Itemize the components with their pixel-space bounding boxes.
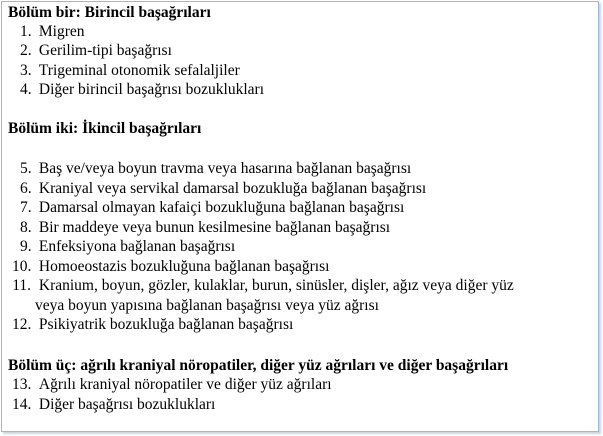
list-item-continuation xyxy=(35,297,379,315)
item-number: 1. xyxy=(20,23,32,40)
item-text: Ağrılı kraniyal nöropatiler ve diğer yüz ağrıları xyxy=(38,376,332,393)
item-text: Trigeminal otonomik sefalaljiler xyxy=(38,62,240,79)
item-text: Diğer birincil başağrısı bozuklukları xyxy=(38,81,264,98)
list-item xyxy=(20,42,172,60)
item-number: 13. xyxy=(12,376,32,393)
item-text: Gerilim-tipi başağrısı xyxy=(38,42,172,59)
item-text: Enfeksiyona bağlanan başağrısı xyxy=(38,238,236,255)
item-number: 5. xyxy=(20,160,32,177)
list-item xyxy=(20,62,240,80)
list-item xyxy=(20,238,235,256)
section-1-title: Bölüm bir: Birincil başağrıları xyxy=(8,4,211,21)
item-text: Bir maddeye veya bunun kesilmesine bağlanan başağrısı xyxy=(38,219,391,236)
item-number: 6. xyxy=(20,180,32,197)
list-item xyxy=(20,81,264,99)
list-item xyxy=(12,376,332,394)
item-number: 7. xyxy=(20,199,32,216)
item-number: 10. xyxy=(12,258,32,275)
list-item xyxy=(12,396,215,414)
item-number: 11. xyxy=(12,277,31,294)
section-2-title: Bölüm iki: İkincil başağrıları xyxy=(8,120,202,137)
item-number: 12. xyxy=(12,316,32,333)
list-item xyxy=(20,160,411,178)
list-item xyxy=(20,219,390,237)
item-text: Migren xyxy=(38,23,85,40)
list-item xyxy=(12,258,329,276)
item-number: 4. xyxy=(20,81,32,98)
list-item xyxy=(12,316,293,334)
list-item xyxy=(20,180,426,198)
item-text: Damarsal olmayan kafaiçi bozukluğuna bağlanan başağrısı xyxy=(38,199,405,216)
item-text: Homoeostazis bozukluğuna bağlanan başağrısı xyxy=(38,258,330,275)
item-text: Psikiyatrik bozukluğa bağlanan başağrısı xyxy=(38,316,294,333)
item-number: 8. xyxy=(20,219,32,236)
list-item xyxy=(12,277,514,295)
section-3-title: Bölüm üç: ağrılı kraniyal nöropatiler, diğer yüz ağrıları ve diğer başağrıları xyxy=(8,357,509,374)
item-number: 14. xyxy=(12,396,32,413)
item-text: Kranium, boyun, gözler, kulaklar, burun, sinüsler, dişler, ağız veya diğer yüz xyxy=(38,277,514,294)
item-number: 2. xyxy=(20,42,32,59)
list-item xyxy=(20,23,85,41)
item-number: 9. xyxy=(20,238,32,255)
item-text: Diğer başağrısı bozuklukları xyxy=(38,396,216,413)
item-text: Kraniyal veya servikal damarsal bozukluğa bağlanan başağrısı xyxy=(38,180,427,197)
item-text-continued: veya boyun yapısına bağlanan başağrısı veya yüz ağrısı xyxy=(35,297,379,314)
list-item xyxy=(20,199,404,217)
item-number: 3. xyxy=(20,62,32,79)
item-text: Baş ve/veya boyun travma veya hasarına bağlanan başağrısı xyxy=(38,160,412,177)
